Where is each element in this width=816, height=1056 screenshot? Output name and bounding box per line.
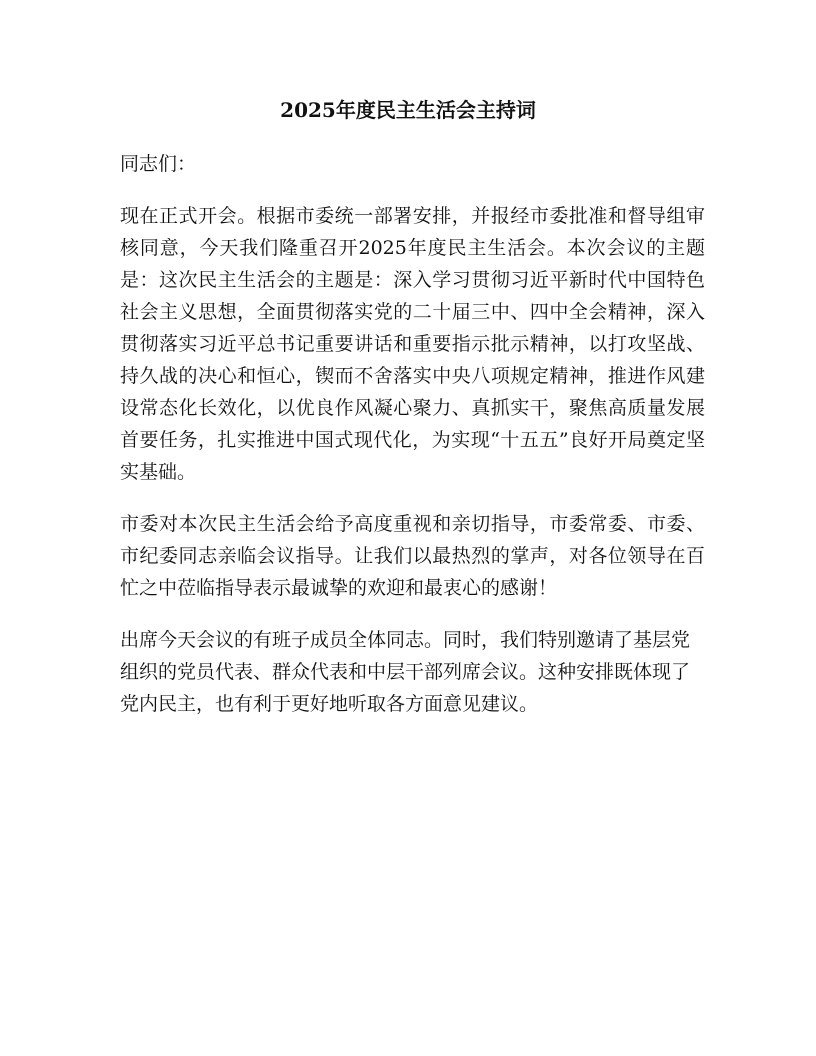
paragraph-attendees: 出席今天会议的有班子成员全体同志。同时，我们特别邀请了基层党组织的党员代表、群众代表和中层干部列席会议。这种安排既体现了党内民主，也有利于更好地听取各方面意见建议。 <box>120 629 691 715</box>
paragraph-opening: 现在正式开会。根据市委统一部署安排，并报经市委批准和督导组审核同意，今天我们隆重召开2025年度民主生活会。本次会议的主题是：这次民主生活会的主题是：深入学习贯彻习近平新时代中国特色社会主义思想，全面贯彻落实党的二十届三中、四中全会精神，深入贯彻落实习近平总书记重要讲话和重要指示批示精神，以打攻坚战、持久战的决心和恒心，锲而不舍落实中央八项规定精神，推进作风建设常态化长效化，以优良作风凝心聚力、真抓实干，聚焦高质量发展首要任务，扎实推进中国式现代化，为实现“十五五”良好开局奠定坚实基础。 <box>120 205 705 483</box>
document-title: 2025年度民主生活会主持词 <box>280 98 536 122</box>
paragraph-welcome: 市委对本次民主生活会给予高度重视和亲切指导，市委常委、市委、市纪委同志亲临会议指导。让我们以最热烈的掌声，对各位领导在百忙之中莅临指导表示最诚挚的欢迎和最衷心的感谢！ <box>120 513 705 599</box>
salutation: 同志们： <box>120 153 197 175</box>
document-body <box>120 148 705 740</box>
